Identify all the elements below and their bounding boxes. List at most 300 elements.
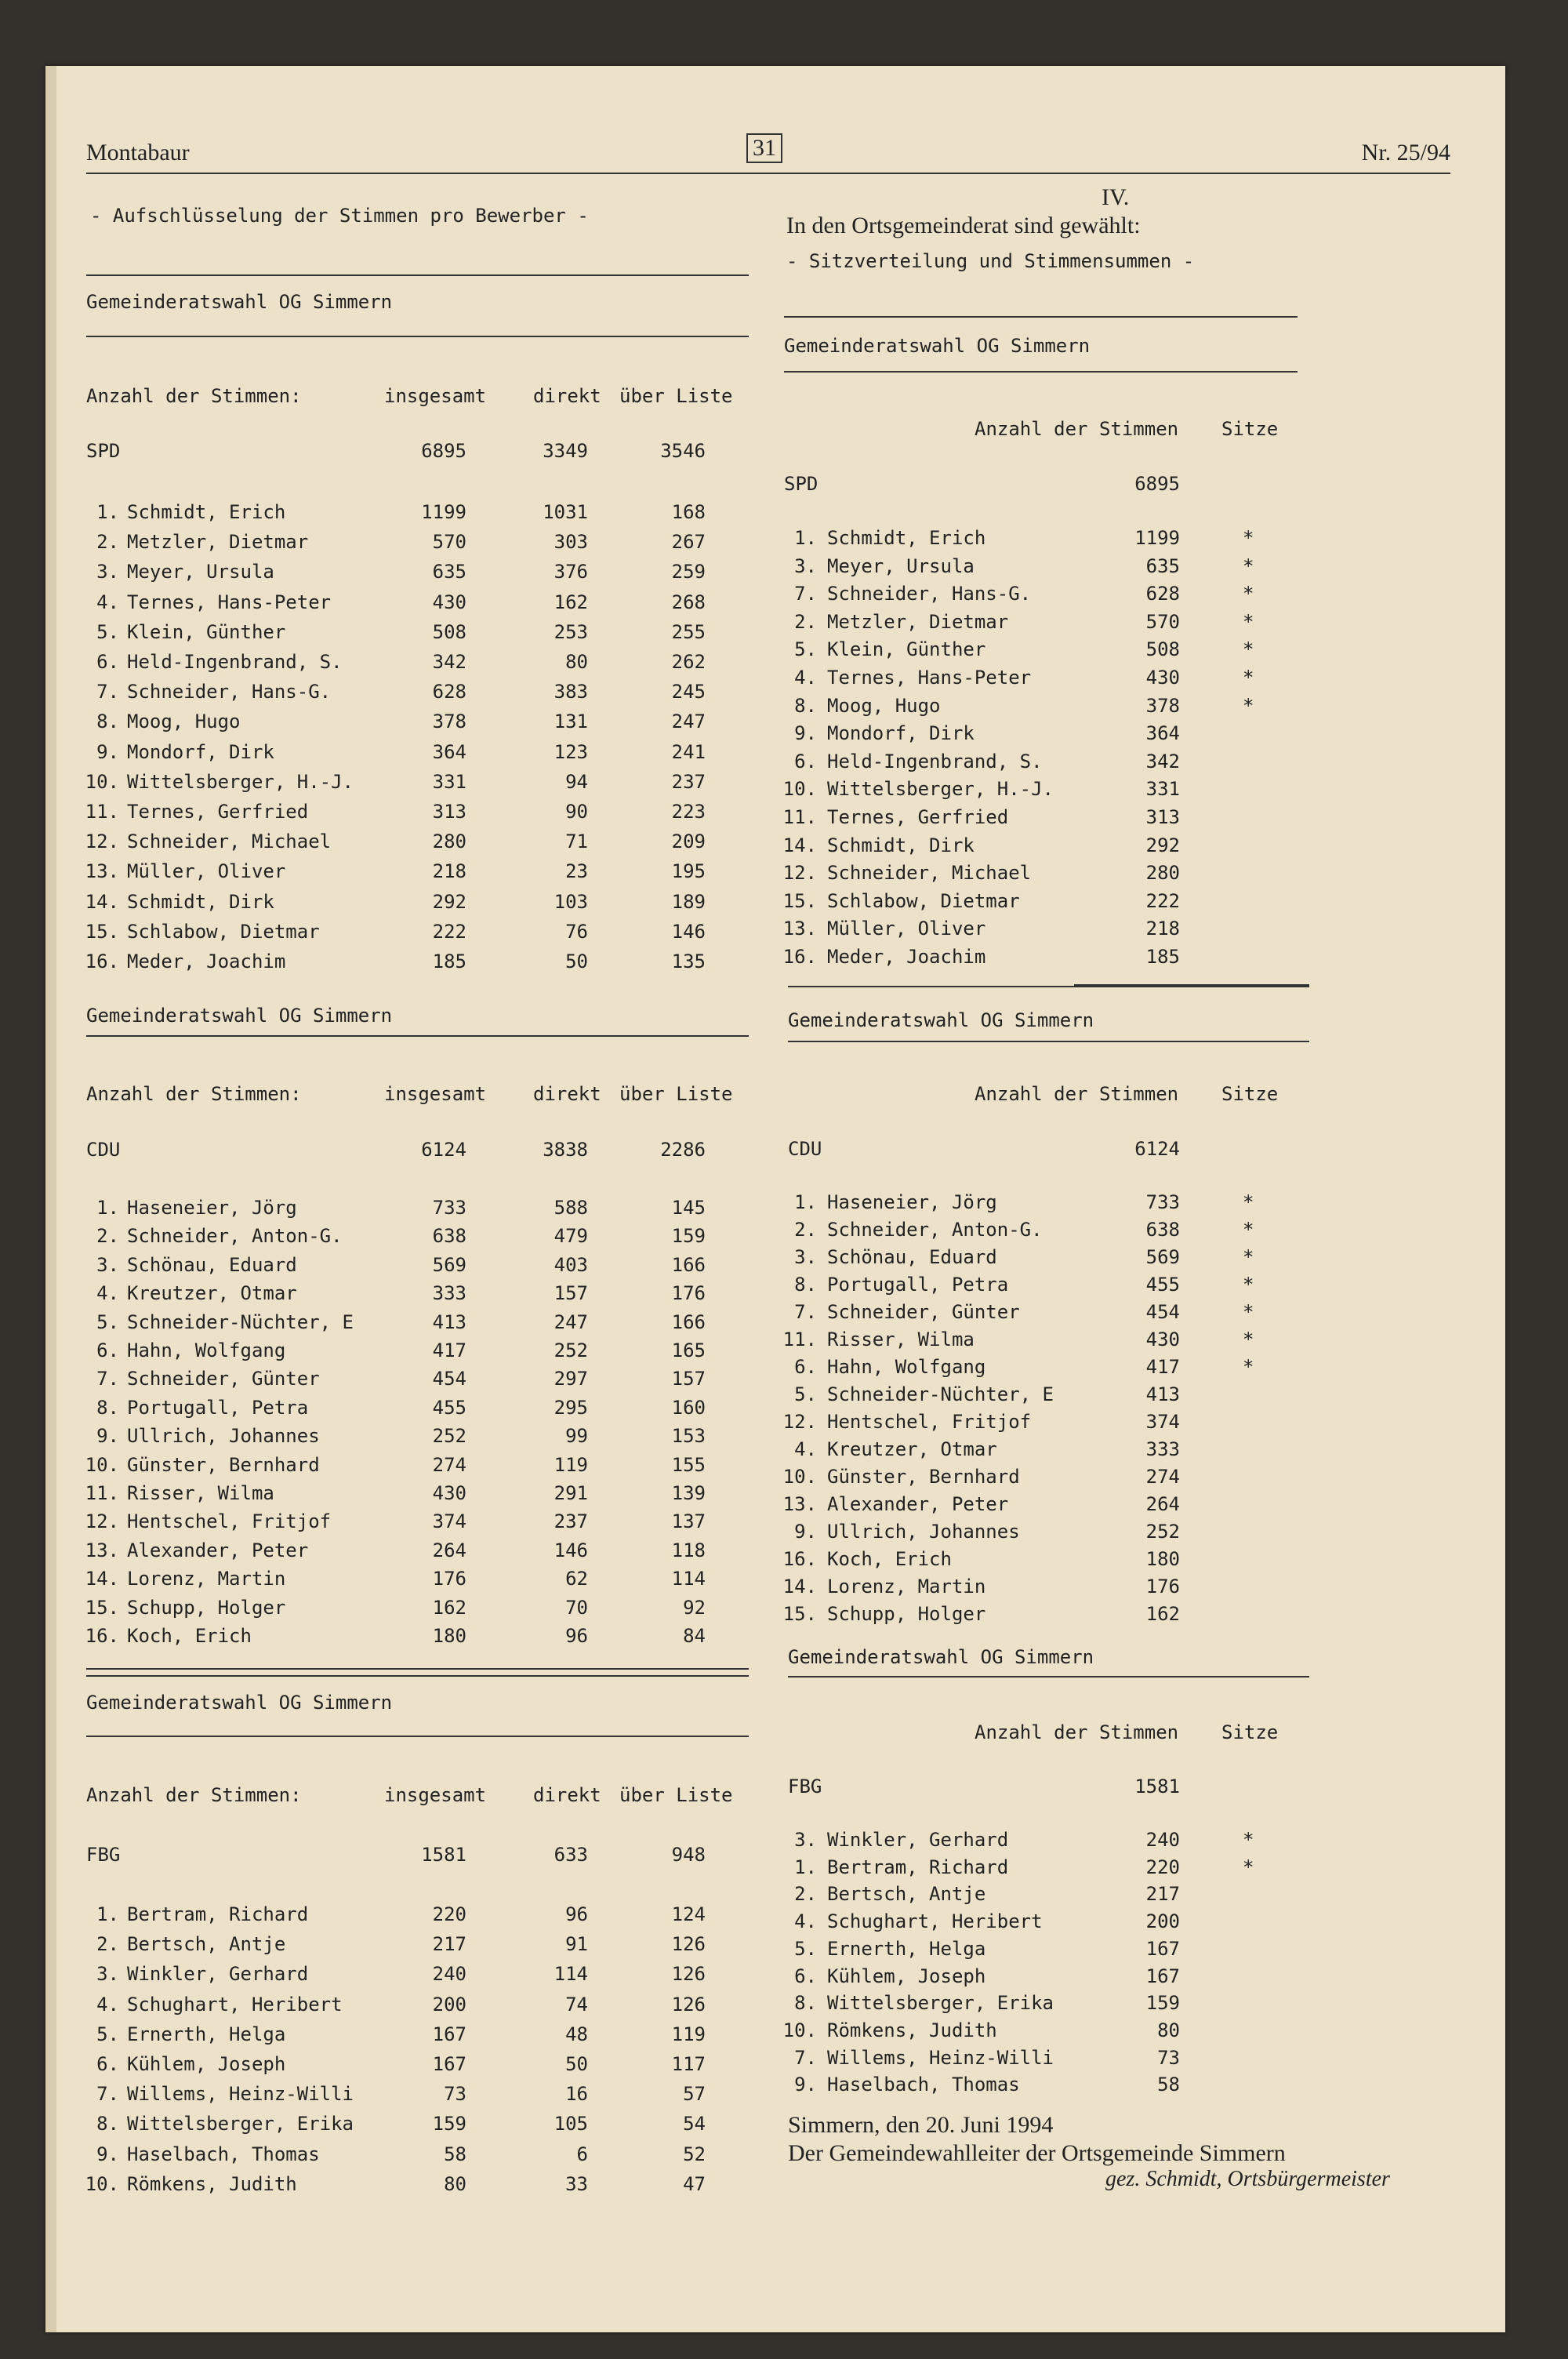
candidate-rank: 1. <box>96 501 119 523</box>
candidate-votes: 342 <box>1145 751 1180 772</box>
candidate-rank: 2. <box>96 1225 119 1247</box>
candidate-votes: 80 <box>1157 2019 1180 2041</box>
candidate-name: Held-Ingenbrand, S. <box>827 751 1043 772</box>
seats-label: Sitze <box>1221 1083 1279 1105</box>
candidate-votes: 417 <box>1145 1356 1180 1378</box>
column-label: Anzahl der Stimmen <box>975 1721 1179 1743</box>
right-section-rule <box>788 1676 1309 1677</box>
candidate-votes: 185 <box>1145 946 1180 968</box>
candidate-rank: 15. <box>85 921 119 943</box>
votes-insgesamt: 159 <box>432 2113 466 2135</box>
candidate-name: Ternes, Gerfried <box>827 806 1009 828</box>
candidate-name: Meder, Joachim <box>127 951 286 972</box>
candidate-name: Moog, Hugo <box>827 695 941 717</box>
votes-insgesamt: 218 <box>432 860 466 882</box>
votes-ueber-liste: 247 <box>671 711 706 732</box>
candidate-votes: 162 <box>1145 1603 1180 1625</box>
candidate-name: Schneider, Anton-G. <box>827 1219 1043 1241</box>
seats-label: Sitze <box>1221 418 1279 440</box>
header-town: Montabaur <box>86 140 190 165</box>
candidate-rank: 1. <box>96 1903 119 1925</box>
candidate-rank: 3. <box>96 561 119 583</box>
candidate-name: Held-Ingenbrand, S. <box>127 651 343 673</box>
candidate-rank: 7. <box>96 2083 119 2105</box>
candidate-rank: 12. <box>85 1510 119 1532</box>
candidate-rank: 16. <box>782 946 817 968</box>
right-heading: In den Ortsgemeinderat sind gewählt: <box>786 213 1141 238</box>
votes-ueber-liste: 189 <box>671 891 706 913</box>
candidate-votes: 274 <box>1145 1466 1180 1488</box>
votes-ueber-liste: 92 <box>683 1597 706 1619</box>
votes-insgesamt: 176 <box>432 1568 466 1590</box>
right-section-rule <box>784 371 1298 373</box>
section-title: Gemeinderatswahl OG Simmern <box>788 1009 1094 1031</box>
candidate-name: Mondorf, Dirk <box>827 722 975 744</box>
seat-marker: * <box>1243 1274 1254 1296</box>
votes-ueber-liste: 195 <box>671 860 706 882</box>
candidate-votes: 430 <box>1145 1329 1180 1350</box>
candidate-name: Bertram, Richard <box>127 1903 309 1925</box>
seat-marker: * <box>1243 1246 1254 1268</box>
seats-label: Sitze <box>1221 1721 1279 1743</box>
candidate-votes: 374 <box>1145 1411 1180 1433</box>
votes-direkt: 96 <box>565 1625 588 1647</box>
votes-ueber-liste: 165 <box>671 1339 706 1361</box>
candidate-rank: 4. <box>794 1910 817 1932</box>
candidate-name: Klein, Günther <box>127 621 286 643</box>
votes-ueber-liste: 166 <box>671 1254 706 1276</box>
votes-insgesamt: 570 <box>432 531 466 553</box>
candidate-name: Hahn, Wolfgang <box>827 1356 986 1378</box>
votes-direkt: 162 <box>554 591 588 613</box>
column-label: Anzahl der Stimmen <box>975 418 1179 440</box>
candidate-votes: 628 <box>1145 583 1180 605</box>
candidate-name: Schmidt, Erich <box>827 527 986 549</box>
votes-insgesamt: 430 <box>432 591 466 613</box>
left-section-rule <box>86 336 749 337</box>
votes-direkt: 74 <box>565 1994 588 2016</box>
candidate-votes: 292 <box>1145 834 1180 856</box>
candidate-name: Hentschel, Fritjof <box>127 1510 332 1532</box>
candidate-rank: 6. <box>794 751 817 772</box>
votes-direkt: 303 <box>554 531 588 553</box>
votes-ueber-liste: 126 <box>671 1933 706 1955</box>
candidate-rank: 9. <box>96 2143 119 2165</box>
candidate-name: Wittelsberger, H.-J. <box>127 771 354 793</box>
candidate-rank: 7. <box>96 681 119 703</box>
votes-insgesamt: 162 <box>432 1597 466 1619</box>
candidate-rank: 13. <box>85 860 119 882</box>
candidate-name: Schneider, Günter <box>827 1301 1020 1323</box>
candidate-name: Schughart, Heribert <box>127 1994 343 2016</box>
candidate-name: Portugall, Petra <box>827 1274 1009 1296</box>
party-name: FBG <box>788 1776 822 1797</box>
votes-ueber-liste: 176 <box>671 1282 706 1304</box>
votes-insgesamt: 167 <box>432 2053 466 2075</box>
votes-direkt: 403 <box>554 1254 588 1276</box>
page-edge <box>45 66 56 2332</box>
candidate-rank: 4. <box>96 1994 119 2016</box>
candidate-votes: 58 <box>1157 2074 1180 2095</box>
candidate-name: Schughart, Heribert <box>827 1910 1043 1932</box>
candidate-name: Schmidt, Dirk <box>127 891 274 913</box>
candidate-votes: 222 <box>1145 890 1180 912</box>
votes-ueber-liste: 126 <box>671 1994 706 2016</box>
votes-ueber-liste: 145 <box>671 1197 706 1219</box>
votes-insgesamt: 222 <box>432 921 466 943</box>
votes-insgesamt: 454 <box>432 1368 466 1390</box>
candidate-votes: 73 <box>1157 2047 1180 2069</box>
votes-direkt: 291 <box>554 1482 588 1504</box>
votes-direkt: 16 <box>565 2083 588 2105</box>
votes-insgesamt: 333 <box>432 1282 466 1304</box>
header-insgesamt: insgesamt <box>384 1083 487 1105</box>
candidate-name: Schneider, Hans-G. <box>127 681 332 703</box>
candidate-votes: 159 <box>1145 1992 1180 2014</box>
votes-insgesamt: 167 <box>432 2023 466 2045</box>
candidate-votes: 167 <box>1145 1938 1180 1960</box>
votes-direkt: 50 <box>565 951 588 972</box>
candidate-rank: 10. <box>782 2019 817 2041</box>
section-title: Gemeinderatswahl OG Simmern <box>86 1692 393 1714</box>
candidate-votes: 200 <box>1145 1910 1180 1932</box>
right-section-rule <box>1074 984 1309 986</box>
candidate-rank: 3. <box>794 555 817 577</box>
candidate-rank: 4. <box>96 1282 119 1304</box>
candidate-votes: 454 <box>1145 1301 1180 1323</box>
section-title: Gemeinderatswahl OG Simmern <box>788 1646 1094 1668</box>
header-insgesamt: insgesamt <box>384 385 487 407</box>
candidate-name: Bertsch, Antje <box>827 1883 986 1905</box>
seat-marker: * <box>1243 1329 1254 1350</box>
left-section-rule <box>86 274 749 276</box>
candidate-name: Ullrich, Johannes <box>127 1425 320 1447</box>
votes-insgesamt: 73 <box>444 2083 466 2105</box>
candidate-name: Müller, Oliver <box>827 918 986 940</box>
votes-direkt: 6 <box>576 2143 588 2165</box>
votes-ueber-liste: 118 <box>671 1539 706 1561</box>
candidate-name: Schmidt, Erich <box>127 501 286 523</box>
votes-ueber-liste: 223 <box>671 801 706 823</box>
votes-ueber-liste: 262 <box>671 651 706 673</box>
candidate-name: Koch, Erich <box>827 1548 952 1570</box>
candidate-votes: 218 <box>1145 918 1180 940</box>
candidate-votes: 264 <box>1145 1493 1180 1515</box>
candidate-votes: 430 <box>1145 667 1180 689</box>
candidate-rank: 11. <box>782 806 817 828</box>
seat-marker: * <box>1243 611 1254 633</box>
candidate-name: Schneider, Michael <box>127 831 332 852</box>
candidate-rank: 16. <box>85 1625 119 1647</box>
candidate-name: Schönau, Eduard <box>127 1254 297 1276</box>
party-total-insgesamt: 1581 <box>421 1844 466 1866</box>
candidate-rank: 5. <box>96 621 119 643</box>
candidate-rank: 14. <box>782 1576 817 1598</box>
candidate-rank: 10. <box>782 1466 817 1488</box>
candidate-name: Metzler, Dietmar <box>827 611 1009 633</box>
seat-marker: * <box>1243 1301 1254 1323</box>
footer-place-date: Simmern, den 20. Juni 1994 <box>788 2112 1054 2138</box>
seat-marker: * <box>1243 1829 1254 1851</box>
candidate-name: Kühlem, Joseph <box>827 1965 986 1987</box>
candidate-rank: 15. <box>782 1603 817 1625</box>
column-label: Anzahl der Stimmen: <box>86 1083 302 1105</box>
party-total-ueber-liste: 2286 <box>660 1139 706 1161</box>
seat-marker: * <box>1243 583 1254 605</box>
candidate-name: Ullrich, Johannes <box>827 1521 1020 1543</box>
votes-direkt: 588 <box>554 1197 588 1219</box>
candidate-rank: 7. <box>96 1368 119 1390</box>
candidate-rank: 9. <box>794 2074 817 2095</box>
votes-ueber-liste: 52 <box>683 2143 706 2165</box>
candidate-name: Schneider, Anton-G. <box>127 1225 343 1247</box>
candidate-name: Moog, Hugo <box>127 711 241 732</box>
votes-insgesamt: 220 <box>432 1903 466 1925</box>
candidate-name: Haselbach, Thomas <box>827 2074 1020 2095</box>
candidate-rank: 8. <box>96 2113 119 2135</box>
seat-marker: * <box>1243 1219 1254 1241</box>
votes-direkt: 96 <box>565 1903 588 1925</box>
candidate-votes: 413 <box>1145 1383 1180 1405</box>
party-total-insgesamt: 6895 <box>421 440 466 462</box>
votes-direkt: 23 <box>565 860 588 882</box>
candidate-rank: 5. <box>794 1383 817 1405</box>
candidate-name: Haselbach, Thomas <box>127 2143 320 2165</box>
left-subtitle: - Aufschlüsselung der Stimmen pro Bewerber - <box>90 205 589 227</box>
votes-insgesamt: 240 <box>432 1963 466 1985</box>
candidate-name: Haseneier, Jörg <box>127 1197 297 1219</box>
left-section-rule <box>86 1736 749 1737</box>
votes-direkt: 103 <box>554 891 588 913</box>
candidate-name: Ernerth, Helga <box>127 2023 286 2045</box>
votes-insgesamt: 264 <box>432 1539 466 1561</box>
votes-direkt: 253 <box>554 621 588 643</box>
party-name: CDU <box>86 1139 121 1161</box>
votes-insgesamt: 200 <box>432 1994 466 2016</box>
left-section-rule <box>86 1035 749 1037</box>
candidate-rank: 7. <box>794 583 817 605</box>
candidate-name: Römkens, Judith <box>827 2019 997 2041</box>
candidate-rank: 6. <box>96 651 119 673</box>
candidate-rank: 16. <box>85 951 119 972</box>
candidate-rank: 2. <box>96 1933 119 1955</box>
seat-marker: * <box>1243 1856 1254 1878</box>
candidate-rank: 10. <box>782 778 817 800</box>
left-section-rule <box>86 1668 749 1670</box>
candidate-rank: 2. <box>96 531 119 553</box>
candidate-votes: 569 <box>1145 1246 1180 1268</box>
votes-direkt: 114 <box>554 1963 588 1985</box>
votes-ueber-liste: 139 <box>671 1482 706 1504</box>
candidate-rank: 11. <box>85 1482 119 1504</box>
footer-signature: gez. Schmidt, Ortsbürgermeister <box>1105 2167 1390 2191</box>
votes-ueber-liste: 126 <box>671 1963 706 1985</box>
page-header <box>86 135 1450 176</box>
candidate-name: Winkler, Gerhard <box>827 1829 1009 1851</box>
votes-direkt: 146 <box>554 1539 588 1561</box>
candidate-name: Willems, Heinz-Willi <box>827 2047 1054 2069</box>
candidate-name: Risser, Wilma <box>127 1482 274 1504</box>
candidate-name: Ternes, Gerfried <box>127 801 309 823</box>
party-total-insgesamt: 6124 <box>421 1139 466 1161</box>
party-total-direkt: 633 <box>554 1844 588 1866</box>
candidate-name: Ternes, Hans-Peter <box>127 591 332 613</box>
votes-direkt: 237 <box>554 1510 588 1532</box>
candidate-rank: 3. <box>794 1829 817 1851</box>
votes-direkt: 105 <box>554 2113 588 2135</box>
candidate-name: Koch, Erich <box>127 1625 252 1647</box>
candidate-name: Wittelsberger, Erika <box>127 2113 354 2135</box>
votes-direkt: 1031 <box>543 501 588 523</box>
candidate-name: Lorenz, Martin <box>827 1576 986 1598</box>
candidate-name: Schönau, Eduard <box>827 1246 997 1268</box>
votes-insgesamt: 342 <box>432 651 466 673</box>
votes-ueber-liste: 146 <box>671 921 706 943</box>
votes-direkt: 383 <box>554 681 588 703</box>
header-ueber-liste: über Liste <box>619 385 733 407</box>
candidate-votes: 455 <box>1145 1274 1180 1296</box>
right-section-rule <box>788 986 1309 987</box>
votes-direkt: 376 <box>554 561 588 583</box>
seat-marker: * <box>1243 667 1254 689</box>
candidate-name: Kreutzer, Otmar <box>827 1438 997 1460</box>
candidate-rank: 8. <box>794 1992 817 2014</box>
candidate-votes: 313 <box>1145 806 1180 828</box>
column-label: Anzahl der Stimmen: <box>86 1784 302 1806</box>
votes-ueber-liste: 157 <box>671 1368 706 1390</box>
candidate-name: Bertsch, Antje <box>127 1933 286 1955</box>
page-number: 31 <box>746 133 782 163</box>
right-section-rule <box>784 316 1298 318</box>
header-insgesamt: insgesamt <box>384 1784 487 1806</box>
candidate-rank: 1. <box>794 527 817 549</box>
left-section-rule <box>86 1675 749 1677</box>
candidate-rank: 15. <box>85 1597 119 1619</box>
votes-direkt: 157 <box>554 1282 588 1304</box>
candidate-rank: 1. <box>96 1197 119 1219</box>
candidate-rank: 10. <box>85 771 119 793</box>
candidate-name: Meder, Joachim <box>827 946 986 968</box>
votes-insgesamt: 331 <box>432 771 466 793</box>
votes-insgesamt: 569 <box>432 1254 466 1276</box>
votes-ueber-liste: 237 <box>671 771 706 793</box>
candidate-name: Mondorf, Dirk <box>127 741 274 763</box>
seat-marker: * <box>1243 555 1254 577</box>
votes-insgesamt: 413 <box>432 1311 466 1333</box>
candidate-name: Kühlem, Joseph <box>127 2053 286 2075</box>
votes-ueber-liste: 168 <box>671 501 706 523</box>
votes-insgesamt: 313 <box>432 801 466 823</box>
candidate-name: Wittelsberger, Erika <box>827 1992 1054 2014</box>
footer-organization: Der Gemeindewahlleiter der Ortsgemeinde Simmern <box>788 2140 1286 2166</box>
candidate-votes: 180 <box>1145 1548 1180 1570</box>
header-direkt: direkt <box>533 1083 601 1105</box>
header-ueber-liste: über Liste <box>619 1083 733 1105</box>
candidate-rank: 13. <box>85 1539 119 1561</box>
candidate-votes: 331 <box>1145 778 1180 800</box>
votes-ueber-liste: 159 <box>671 1225 706 1247</box>
votes-direkt: 70 <box>565 1597 588 1619</box>
votes-ueber-liste: 209 <box>671 831 706 852</box>
votes-insgesamt: 635 <box>432 561 466 583</box>
candidate-rank: 1. <box>794 1191 817 1213</box>
candidate-rank: 9. <box>794 1521 817 1543</box>
votes-direkt: 297 <box>554 1368 588 1390</box>
votes-insgesamt: 252 <box>432 1425 466 1447</box>
candidate-rank: 4. <box>96 591 119 613</box>
votes-insgesamt: 455 <box>432 1397 466 1419</box>
candidate-name: Meyer, Ursula <box>827 555 975 577</box>
candidate-name: Schneider, Hans-G. <box>827 583 1032 605</box>
section-title: Gemeinderatswahl OG Simmern <box>86 291 393 313</box>
candidate-votes: 1199 <box>1134 527 1180 549</box>
candidate-votes: 638 <box>1145 1219 1180 1241</box>
party-name: SPD <box>86 440 121 462</box>
candidate-rank: 8. <box>794 695 817 717</box>
candidate-name: Meyer, Ursula <box>127 561 274 583</box>
candidate-rank: 2. <box>794 1883 817 1905</box>
candidate-name: Schneider, Günter <box>127 1368 320 1390</box>
candidate-name: Klein, Günther <box>827 638 986 660</box>
candidate-votes: 167 <box>1145 1965 1180 1987</box>
candidate-rank: 8. <box>96 711 119 732</box>
right-section-rule <box>788 1041 1309 1042</box>
candidate-name: Lorenz, Martin <box>127 1568 286 1590</box>
votes-ueber-liste: 160 <box>671 1397 706 1419</box>
right-subtitle: - Sitzverteilung und Stimmensummen - <box>786 250 1195 272</box>
votes-ueber-liste: 259 <box>671 561 706 583</box>
votes-ueber-liste: 153 <box>671 1425 706 1447</box>
candidate-rank: 14. <box>85 1568 119 1590</box>
votes-insgesamt: 180 <box>432 1625 466 1647</box>
votes-direkt: 91 <box>565 1933 588 1955</box>
candidate-rank: 11. <box>85 801 119 823</box>
votes-insgesamt: 274 <box>432 1454 466 1476</box>
votes-ueber-liste: 241 <box>671 741 706 763</box>
issue-number: Nr. 25/94 <box>1361 140 1450 165</box>
header-direkt: direkt <box>533 385 601 407</box>
votes-ueber-liste: 124 <box>671 1903 706 1925</box>
candidate-rank: 5. <box>794 638 817 660</box>
candidate-rank: 12. <box>782 862 817 884</box>
candidate-name: Hentschel, Fritjof <box>827 1411 1032 1433</box>
seat-marker: * <box>1243 1356 1254 1378</box>
candidate-rank: 9. <box>794 722 817 744</box>
candidate-name: Portugall, Petra <box>127 1397 309 1419</box>
votes-direkt: 479 <box>554 1225 588 1247</box>
votes-ueber-liste: 155 <box>671 1454 706 1476</box>
votes-ueber-liste: 166 <box>671 1311 706 1333</box>
candidate-rank: 6. <box>794 1965 817 1987</box>
party-total: 6124 <box>1134 1138 1180 1160</box>
votes-insgesamt: 217 <box>432 1933 466 1955</box>
candidate-rank: 15. <box>782 890 817 912</box>
candidate-rank: 6. <box>96 1339 119 1361</box>
candidate-rank: 16. <box>782 1548 817 1570</box>
candidate-votes: 280 <box>1145 862 1180 884</box>
party-name: FBG <box>86 1844 121 1866</box>
votes-direkt: 33 <box>565 2173 588 2195</box>
candidate-rank: 4. <box>794 667 817 689</box>
candidate-rank: 5. <box>96 1311 119 1333</box>
candidate-votes: 635 <box>1145 555 1180 577</box>
votes-insgesamt: 378 <box>432 711 466 732</box>
votes-insgesamt: 292 <box>432 891 466 913</box>
candidate-votes: 252 <box>1145 1521 1180 1543</box>
votes-ueber-liste: 57 <box>683 2083 706 2105</box>
votes-direkt: 62 <box>565 1568 588 1590</box>
candidate-name: Schlabow, Dietmar <box>827 890 1020 912</box>
